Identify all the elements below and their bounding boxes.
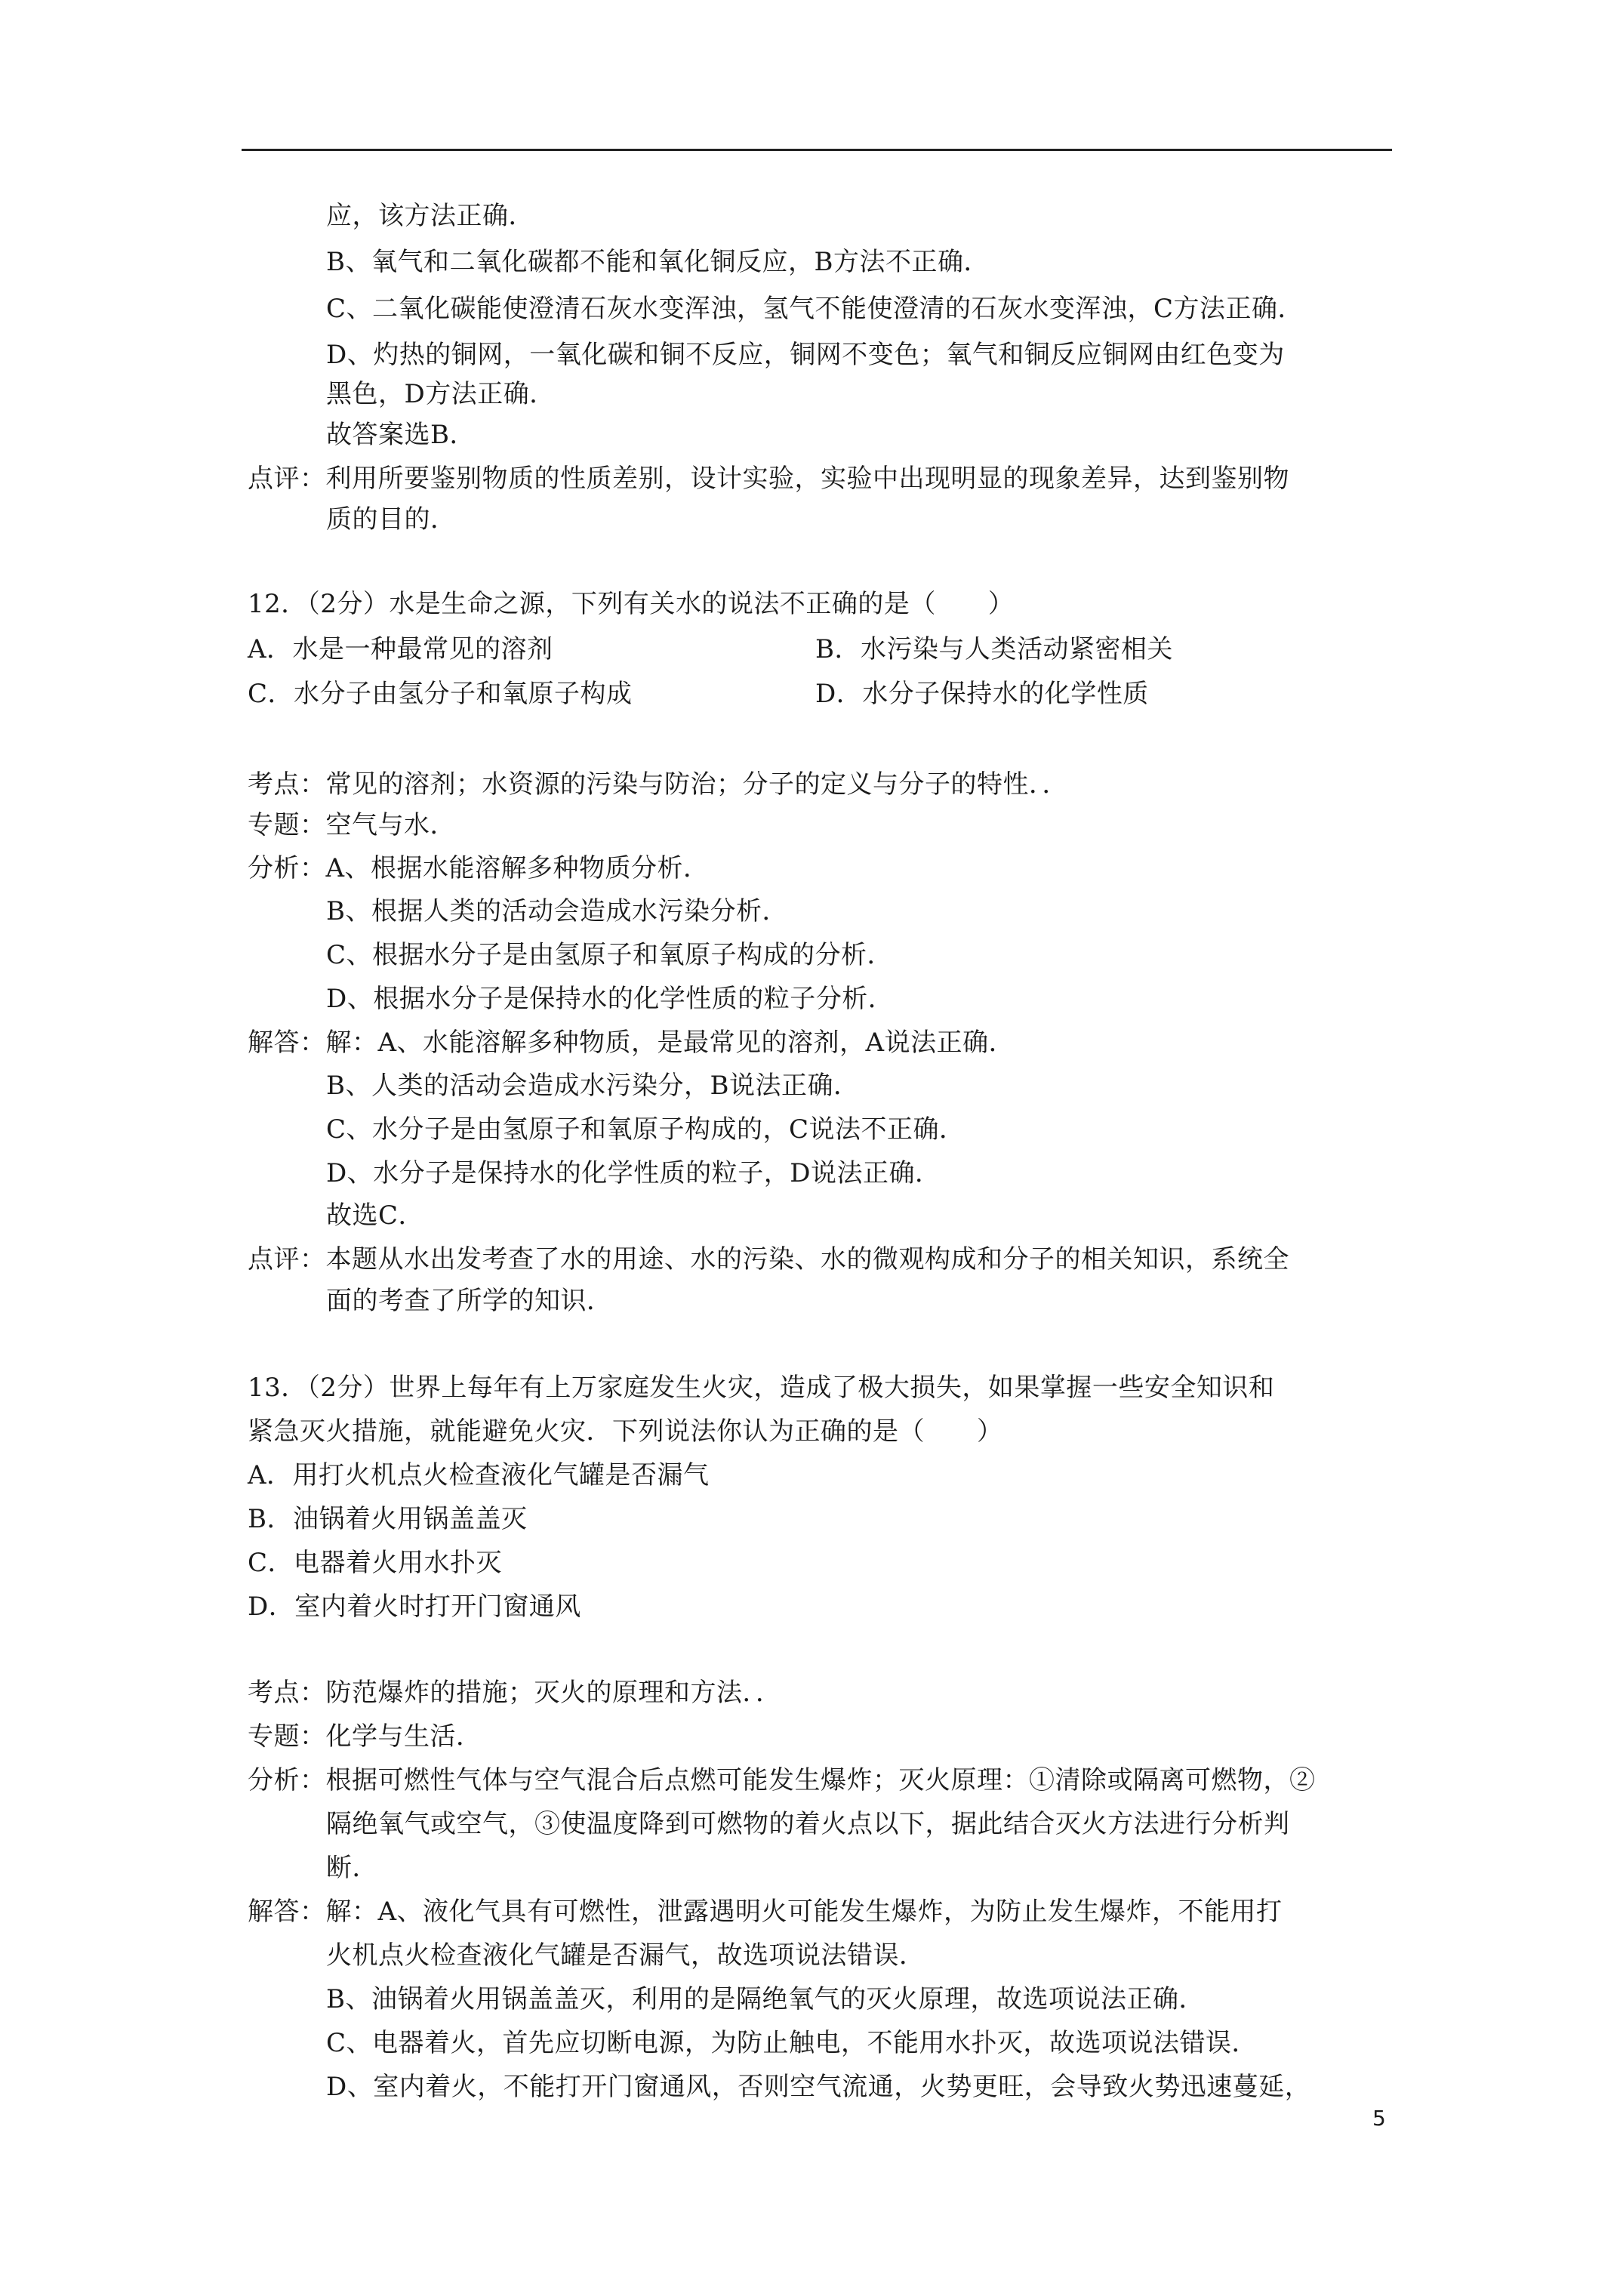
prev-line: 应，该方法正确． [326,201,534,231]
q13-solution: 解答：解：A、液化气具有可燃性，泄露遇明火可能发生爆炸，为防止发生爆炸，不能用打 [248,1897,1283,1927]
q12-analysis: 分析：A、根据水能溶解多种物质分析． [248,853,710,883]
q13-analysis: 分析：根据可燃性气体与空气混合后点燃可能发生爆炸；灭火原理：①清除或隔离可燃物，② [248,1765,1316,1795]
q12-zhuanti: 专题：空气与水． [248,810,456,840]
q12-solution: D、水分子是保持水的化学性质的粒子，D说法正确． [326,1158,941,1188]
prev-line: C、二氧化碳能使澄清石灰水变浑浊，氢气不能使澄清的石灰水变浑浊，C方法正确． [326,294,1304,324]
q12-review: 点评：本题从水出发考查了水的用途、水的污染、水的微观构成和分子的相关知识，系统全 [248,1244,1289,1274]
q12-kaodian: 考点：常见的溶剂；水资源的污染与防治；分子的定义与分子的特性．． [248,769,1068,800]
q12-analysis: B、根据人类的活动会造成水污染分析． [326,896,788,926]
q13-option-c: C．电器着火用水扑灭 [248,1548,503,1578]
prev-review: 点评：利用所要鉴别物质的性质差别，设计实验，实验中出现明显的现象差异，达到鉴别物 [248,464,1289,494]
q13-option-d: D．室内着火时打开门窗通风 [248,1592,581,1622]
q13-solution: B、油锅着火用锅盖盖灭，利用的是隔绝氧气的灭火原理，故选项说法正确． [326,1984,1205,2014]
q13-stem: 13．（2分）世界上每年有上万家庭发生火灾，造成了极大损失，如果掌握一些安全知识和 [248,1373,1275,1403]
q12-option-c: C．水分子由氢分子和氧原子构成 [248,679,633,709]
q13-analysis: 隔绝氧气或空气，③使温度降到可燃物的着火点以下，据此结合灭火方法进行分析判 [326,1809,1290,1839]
q12-stem: 12．（2分）水是生命之源，下列有关水的说法不正确的是（ ） [248,589,1015,619]
q12-review: 面的考查了所学的知识． [326,1286,613,1316]
q13-kaodian: 考点：防范爆炸的措施；灭火的原理和方法．． [248,1678,782,1708]
q13-analysis: 断． [326,1853,378,1883]
q13-zhuanti: 专题：化学与生活． [248,1721,482,1752]
q12-analysis: D、根据水分子是保持水的化学性质的粒子分析． [326,984,895,1014]
prev-line: B、氧气和二氧化碳都不能和氧化铜反应，B方法不正确． [326,247,990,277]
header-rule [242,149,1392,151]
q13-solution: C、电器着火，首先应切断电源，为防止触电，不能用水扑灭，故选项说法错误． [326,2028,1258,2058]
q12-analysis: C、根据水分子是由氢原子和氧原子构成的分析． [326,940,894,970]
prev-review: 质的目的． [326,504,457,535]
q13-option-b: B．油锅着火用锅盖盖灭 [248,1504,528,1534]
prev-line: 故答案选B． [326,420,476,450]
q12-solution: C、水分子是由氢原子和氧原子构成的，C说法不正确． [326,1114,965,1145]
q12-solution: B、人类的活动会造成水污染分，B说法正确． [326,1071,860,1101]
q12-solution: 解答：解：A、水能溶解多种物质，是最常见的溶剂，A说法正确． [248,1028,1015,1058]
q12-option-a: A．水是一种最常见的溶剂 [248,634,553,664]
q13-stem: 紧急灭火措施，就能避免火灾．下列说法你认为正确的是（ ） [248,1416,1003,1447]
q12-solution: 故选C． [326,1200,425,1231]
q13-option-a: A．用打火机点火检查液化气罐是否漏气 [248,1460,710,1490]
prev-line: 黑色，D方法正确． [326,379,556,409]
prev-line: D、灼热的铜网，一氧化碳和铜不反应，铜网不变色；氧气和铜反应铜网由红色变为 [326,340,1285,370]
q12-option-b: B．水污染与人类活动紧密相关 [815,634,1173,664]
q13-solution: 火机点火检查液化气罐是否漏气，故选项说法错误． [326,1940,925,1971]
page-number: 5 [1372,2106,1386,2131]
q12-option-d: D．水分子保持水的化学性质 [815,679,1149,709]
q13-solution: D、室内着火，不能打开门窗通风，否则空气流通，火势更旺，会导致火势迅速蔓延， [326,2072,1311,2102]
